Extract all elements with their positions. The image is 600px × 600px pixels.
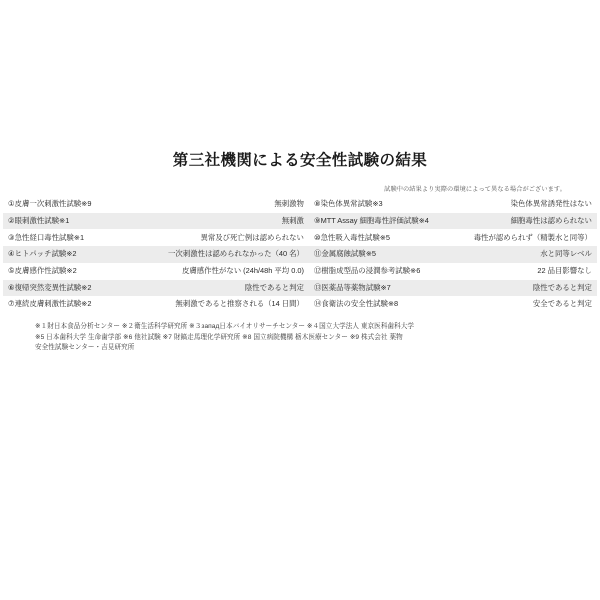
table-row xyxy=(309,263,597,280)
table-row xyxy=(309,196,597,213)
test-name: ⑨MTT Assay 細胞毒性評価試験※4 xyxy=(309,213,459,230)
test-result: 一次刺激性は認められなかった（40 名） xyxy=(163,246,309,263)
table-row xyxy=(3,229,309,246)
test-result: 無刺激物 xyxy=(163,196,309,213)
table-row xyxy=(3,196,309,213)
table-row xyxy=(3,296,309,313)
test-name: ⑫樹脂成型品の浸潤参考試験※6 xyxy=(309,263,459,280)
table-row xyxy=(309,296,597,313)
table-row xyxy=(3,246,309,263)
test-name: ②眼刺激性試験※1 xyxy=(3,213,163,230)
table-row xyxy=(3,280,309,297)
test-result: 毒性が認められず（精製水と同等） xyxy=(459,229,597,246)
test-result: 安全であると判定 xyxy=(459,296,597,313)
footnote-line: ※5 日本歯科大学 生命歯学部 ※6 他社試験 ※7 財鎬走馬理化学研究所 ※8 国立病院機構 栃木医療センター ※9 株式会社 薬物 xyxy=(35,333,403,341)
test-result: 水と同等レベル xyxy=(459,246,597,263)
test-name: ⑭食衛法の安全性試験※8 xyxy=(309,296,459,313)
table-row xyxy=(3,263,309,280)
test-name: ①皮膚一次刺激性試験※9 xyxy=(3,196,163,213)
test-name: ⑤皮膚感作性試験※2 xyxy=(3,263,163,280)
table-row xyxy=(309,246,597,263)
footnote-line: 安全性試験センター・吉見研究所 xyxy=(35,344,135,352)
test-name: ③急性経口毒性試験※1 xyxy=(3,229,163,246)
results-table-left xyxy=(3,196,309,313)
table-row xyxy=(309,280,597,297)
test-name: ⑧染色体異常試験※3 xyxy=(309,196,459,213)
test-result: 無刺激であると推察される（14 日間） xyxy=(163,296,309,313)
test-result: 細胞毒性は認められない xyxy=(459,213,597,230)
content-block xyxy=(0,148,600,354)
results-tables xyxy=(0,196,600,313)
test-result: 陰性であると判定 xyxy=(459,280,597,297)
test-name: ⑩急性吸入毒性試験※5 xyxy=(309,229,459,246)
test-result: 無刺激 xyxy=(163,213,309,230)
test-result: 陰性であると判定 xyxy=(163,280,309,297)
test-name: ⑦連続皮膚刺激性試験※2 xyxy=(3,296,163,313)
test-result: 染色体異常誘発性はない xyxy=(459,196,597,213)
results-table-right xyxy=(309,196,597,313)
test-name: ⑪金属腐蝕試験※5 xyxy=(309,246,459,263)
test-result: 皮膚感作性がない (24h/48h 平均 0.0) xyxy=(163,263,309,280)
table-row xyxy=(3,213,309,230)
footnote-line: ※１財日本食品分析センター ※２衛生活科学研究所 ※３запад日本バイオリサーチセンター ※４国立大学法人 東京医科歯科大学 xyxy=(35,322,415,330)
table-row xyxy=(309,213,597,230)
test-name: ⑥復帰突然変異性試験※2 xyxy=(3,280,163,297)
footnotes xyxy=(35,322,565,354)
top-note: 試験中の結果より実際の環境によって異なる場合がございます。 xyxy=(384,186,566,193)
test-name: ④ヒトパッチ試験※2 xyxy=(3,246,163,263)
table-row xyxy=(309,229,597,246)
test-result: 異常及び死亡例は認められない xyxy=(163,229,309,246)
page-title: 第三社機関による安全性試験の結果 xyxy=(172,152,428,169)
test-name: ⑬医薬品等薬物試験※7 xyxy=(309,280,459,297)
test-result: 22 品目影響なし xyxy=(459,263,597,280)
